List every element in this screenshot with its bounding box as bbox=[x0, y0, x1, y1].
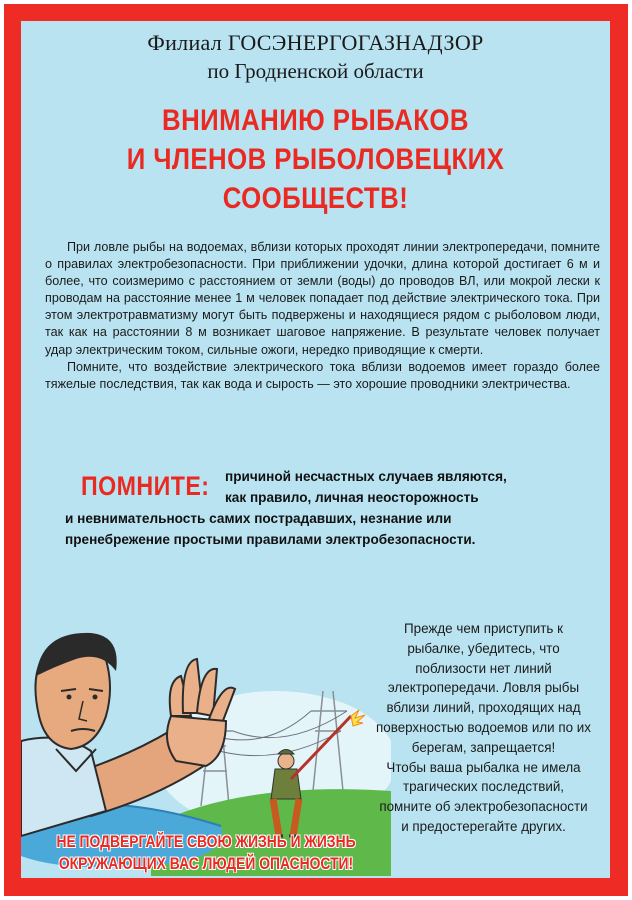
body-paragraph-2: Помните, что воздействие электрического тока вблизи водоемов имеет гораздо более тяжелые последствия, так как вода и сырость — это хорошие проводники электричества. bbox=[45, 359, 600, 391]
org-name-line1: Филиал ГОСЭНЕРГОГАЗНАДЗОР bbox=[147, 30, 484, 55]
side-paragraph-1: Прежде чем приступить к рыбалке, убедитесь, что поблизости нет линий электропередачи. Ловля рыбы вблизи линий, проходящих над поверхностью водоемов или по их берегам, запрещается! bbox=[376, 621, 591, 755]
remember-line2: как правило, личная неосторожность bbox=[225, 490, 479, 505]
warning-line2: ОКРУЖАЮЩИХ ВАС ЛЮДЕЙ ОПАСНОСТИ! bbox=[58, 855, 354, 873]
body-text bbox=[45, 239, 600, 393]
org-name-line2: по Гродненской области bbox=[207, 59, 424, 83]
side-text bbox=[376, 619, 591, 837]
side-paragraph-2: Чтобы ваша рыбалка не имела трагических последствий, помните об электробезопасности и предостерегайте других. bbox=[379, 759, 588, 834]
headline bbox=[62, 101, 569, 218]
poster-body bbox=[21, 21, 610, 878]
remember-line4: пренебрежение простыми правилами электробезопасности. bbox=[65, 532, 476, 547]
remember-line3: и невнимательность самих пострадавших, незнание или bbox=[65, 511, 452, 526]
warning-slogan bbox=[51, 831, 362, 875]
headline-line1: ВНИМАНИЮ РЫБАКОВ bbox=[162, 104, 469, 137]
poster-frame bbox=[4, 4, 628, 896]
remember-line1: причиной несчастных случаев являются, bbox=[225, 469, 507, 484]
headline-line2: И ЧЛЕНОВ РЫБОЛОВЕЦКИХ bbox=[126, 143, 505, 176]
headline-line3: СООБЩЕСТВ! bbox=[222, 182, 409, 215]
remember-block bbox=[21, 466, 610, 556]
remember-heading: ПОМНИТЕ: bbox=[81, 471, 210, 501]
warning-line1: НЕ ПОДВЕРГАЙТЕ СВОЮ ЖИЗНЬ И ЖИЗНЬ bbox=[56, 833, 356, 851]
body-paragraph-1: При ловле рыбы на водоемах, вблизи которых проходят линии электропередачи, помните о правилах электробезопасности. При приближении удочки, длина которой достигает 6 м и более, что соизмеримо с расстоянием от земли (воды) до проводов ВЛ, или мокрой лески к проводам на расстояние менее 1 м человек попадает под действие электрического тока. При этом электротравматизму могут быть подвержены и находящиеся рядом с рыболовом люди, так как на расстоянии 8 м возникает шаговое напряжение. В результате человек получает удар электрическим током, сильные ожоги, нередко приводящие к смерти. bbox=[45, 240, 600, 357]
man-head bbox=[35, 633, 116, 749]
